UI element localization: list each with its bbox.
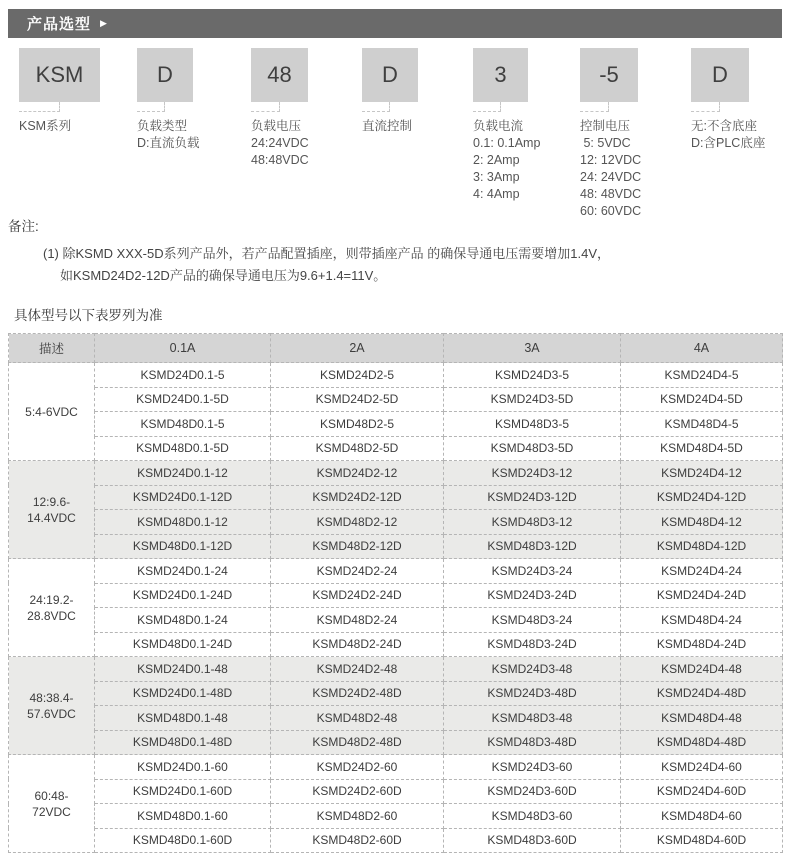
model-cell: KSMD24D4-5D bbox=[621, 387, 783, 412]
connector-line bbox=[473, 102, 501, 112]
model-cell: KSMD48D4-12D bbox=[621, 534, 783, 559]
model-cell: KSMD48D2-24D bbox=[271, 632, 444, 657]
connector-line bbox=[251, 102, 280, 112]
part-code-box: 3 bbox=[473, 48, 528, 102]
model-cell: KSMD24D0.1-5 bbox=[95, 363, 271, 388]
model-cell: KSMD24D2-60 bbox=[271, 755, 444, 780]
model-cell: KSMD48D2-12D bbox=[271, 534, 444, 559]
table-row bbox=[9, 387, 783, 412]
part-code-segment bbox=[19, 48, 100, 135]
segment-description-line: 48: 48VDC bbox=[580, 187, 642, 201]
part-code-segment bbox=[580, 48, 642, 220]
segment-description-line: 0.1: 0.1Amp bbox=[473, 136, 541, 150]
model-cell: KSMD24D3-48 bbox=[444, 657, 621, 682]
segment-description-line: 负载电压 bbox=[251, 119, 302, 133]
table-row bbox=[9, 828, 783, 853]
model-cell: KSMD48D3-48D bbox=[444, 730, 621, 755]
model-cell: KSMD48D0.1-48 bbox=[95, 706, 271, 731]
voltage-group-label bbox=[9, 559, 95, 657]
connector-line bbox=[137, 102, 165, 112]
model-cell: KSMD48D2-12 bbox=[271, 510, 444, 535]
segment-description-line: 控制电压 bbox=[580, 119, 631, 133]
segment-description-line: 4: 4Amp bbox=[473, 187, 520, 201]
voltage-group-label-line: 48:38.4- bbox=[29, 690, 74, 705]
model-cell: KSMD48D2-5D bbox=[271, 436, 444, 461]
voltage-group-label-line: 14.4VDC bbox=[27, 510, 76, 525]
segment-description-line: 24: 24VDC bbox=[580, 170, 642, 184]
model-cell: KSMD24D4-24D bbox=[621, 583, 783, 608]
table-row bbox=[9, 755, 783, 780]
connector-line bbox=[580, 102, 609, 112]
connector-line bbox=[19, 102, 60, 112]
voltage-group-label bbox=[9, 461, 95, 559]
part-code-box: D bbox=[137, 48, 193, 102]
segment-description-line: 2: 2Amp bbox=[473, 153, 520, 167]
model-cell: KSMD24D3-48D bbox=[444, 681, 621, 706]
model-cell: KSMD24D2-5 bbox=[271, 363, 444, 388]
table-row bbox=[9, 608, 783, 633]
page-title: 产品选型 bbox=[27, 16, 92, 33]
model-cell: KSMD48D3-24 bbox=[444, 608, 621, 633]
model-cell: KSMD24D0.1-24D bbox=[95, 583, 271, 608]
model-cell: KSMD24D4-12D bbox=[621, 485, 783, 510]
model-cell: KSMD48D3-12 bbox=[444, 510, 621, 535]
model-cell: KSMD24D4-12 bbox=[621, 461, 783, 486]
model-cell: KSMD24D3-5D bbox=[444, 387, 621, 412]
model-cell: KSMD48D4-24D bbox=[621, 632, 783, 657]
model-cell: KSMD24D2-24D bbox=[271, 583, 444, 608]
model-cell: KSMD48D0.1-60 bbox=[95, 804, 271, 829]
model-cell: KSMD48D0.1-5 bbox=[95, 412, 271, 437]
model-cell: KSMD48D4-48 bbox=[621, 706, 783, 731]
model-cell: KSMD48D4-60 bbox=[621, 804, 783, 829]
segment-description bbox=[691, 118, 790, 152]
model-cell: KSMD48D2-5 bbox=[271, 412, 444, 437]
model-cell: KSMD48D3-60 bbox=[444, 804, 621, 829]
connector-line bbox=[362, 102, 390, 112]
section-header bbox=[8, 9, 782, 38]
segment-description-line: 3: 3Amp bbox=[473, 170, 520, 184]
table-row bbox=[9, 632, 783, 657]
notes-label: 备注: bbox=[8, 219, 39, 234]
models-table bbox=[8, 333, 783, 853]
voltage-group-label-line: 24:19.2- bbox=[29, 592, 74, 607]
model-cell: KSMD48D0.1-60D bbox=[95, 828, 271, 853]
model-cell: KSMD48D4-24 bbox=[621, 608, 783, 633]
part-code-box: KSM bbox=[19, 48, 100, 102]
segment-description-line: 60: 60VDC bbox=[580, 204, 642, 218]
model-cell: KSMD48D0.1-48D bbox=[95, 730, 271, 755]
segment-description-line: D:直流负载 bbox=[137, 136, 200, 150]
model-cell: KSMD24D0.1-12D bbox=[95, 485, 271, 510]
table-row bbox=[9, 730, 783, 755]
model-cell: KSMD24D0.1-12 bbox=[95, 461, 271, 486]
voltage-group-label bbox=[9, 657, 95, 755]
model-cell: KSMD24D3-24D bbox=[444, 583, 621, 608]
voltage-group-label-line: 72VDC bbox=[32, 804, 71, 819]
model-cell: KSMD24D3-24 bbox=[444, 559, 621, 584]
part-code-box: -5 bbox=[580, 48, 638, 102]
model-cell: KSMD48D2-24 bbox=[271, 608, 444, 633]
model-cell: KSMD48D3-5D bbox=[444, 436, 621, 461]
note-continuation: 如KSMD24D2-12D产品的确保导通电压为9.6+1.4=11V。 bbox=[60, 268, 387, 283]
voltage-group-label bbox=[9, 363, 95, 461]
model-cell: KSMD24D2-5D bbox=[271, 387, 444, 412]
voltage-group-label-line: 5:4-6VDC bbox=[25, 404, 78, 419]
voltage-group-label-line: 60:48- bbox=[34, 788, 69, 803]
model-cell: KSMD24D0.1-24 bbox=[95, 559, 271, 584]
column-header: 描述 bbox=[9, 334, 95, 363]
part-code-box: D bbox=[691, 48, 749, 102]
model-cell: KSMD24D0.1-5D bbox=[95, 387, 271, 412]
table-row bbox=[9, 681, 783, 706]
model-cell: KSMD24D3-12D bbox=[444, 485, 621, 510]
part-code-segment bbox=[473, 48, 541, 203]
model-cell: KSMD24D2-48D bbox=[271, 681, 444, 706]
table-row bbox=[9, 363, 783, 388]
part-code-box: D bbox=[362, 48, 418, 102]
column-header: 4A bbox=[621, 334, 783, 363]
model-cell: KSMD48D3-5 bbox=[444, 412, 621, 437]
segment-description-line: KSM系列 bbox=[19, 119, 72, 133]
model-cell: KSMD24D3-12 bbox=[444, 461, 621, 486]
model-cell: KSMD48D0.1-24 bbox=[95, 608, 271, 633]
model-cell: KSMD48D2-60 bbox=[271, 804, 444, 829]
model-cell: KSMD24D0.1-60D bbox=[95, 779, 271, 804]
connector-line bbox=[691, 102, 720, 112]
model-cell: KSMD24D0.1-48 bbox=[95, 657, 271, 682]
model-cell: KSMD24D3-60 bbox=[444, 755, 621, 780]
model-cell: KSMD48D0.1-5D bbox=[95, 436, 271, 461]
model-cell: KSMD24D3-5 bbox=[444, 363, 621, 388]
model-cell: KSMD48D4-5D bbox=[621, 436, 783, 461]
model-cell: KSMD24D4-60 bbox=[621, 755, 783, 780]
voltage-group-label bbox=[9, 755, 95, 853]
part-code-segment bbox=[137, 48, 200, 152]
model-cell: KSMD48D4-60D bbox=[621, 828, 783, 853]
model-cell: KSMD24D4-48D bbox=[621, 681, 783, 706]
table-row bbox=[9, 412, 783, 437]
model-cell: KSMD48D0.1-12 bbox=[95, 510, 271, 535]
model-cell: KSMD48D4-48D bbox=[621, 730, 783, 755]
model-cell: KSMD48D3-48 bbox=[444, 706, 621, 731]
model-cell: KSMD24D4-48 bbox=[621, 657, 783, 682]
note-item: (1) 除KSMD XXX-5D系列产品外，若产品配置插座，则带插座产品 的确保导通电压需要增加1.4V， bbox=[43, 246, 610, 261]
table-row bbox=[9, 559, 783, 584]
table-row bbox=[9, 534, 783, 559]
model-cell: KSMD24D3-60D bbox=[444, 779, 621, 804]
voltage-group-label-line: 28.8VDC bbox=[27, 608, 76, 623]
model-cell: KSMD48D2-60D bbox=[271, 828, 444, 853]
segment-description-line: 12: 12VDC bbox=[580, 153, 642, 167]
segment-description-line: 无:不含底座 bbox=[691, 119, 757, 133]
table-row bbox=[9, 485, 783, 510]
model-cell: KSMD24D0.1-48D bbox=[95, 681, 271, 706]
table-row bbox=[9, 804, 783, 829]
model-cell: KSMD24D2-12 bbox=[271, 461, 444, 486]
model-cell: KSMD24D2-60D bbox=[271, 779, 444, 804]
model-cell: KSMD48D4-12 bbox=[621, 510, 783, 535]
segment-description-line: D:含PLC底座 bbox=[691, 136, 766, 150]
voltage-group-label-line: 12:9.6- bbox=[32, 494, 71, 509]
part-code-box: 48 bbox=[251, 48, 308, 102]
segment-description-line: 48:48VDC bbox=[251, 153, 309, 167]
table-row bbox=[9, 779, 783, 804]
segment-description-line: 5: 5VDC bbox=[580, 136, 631, 150]
segment-description-line: 24:24VDC bbox=[251, 136, 309, 150]
segment-description-line: 直流控制 bbox=[362, 119, 413, 133]
voltage-group-label-line: 57.6VDC bbox=[27, 706, 76, 721]
table-row bbox=[9, 706, 783, 731]
model-cell: KSMD48D4-5 bbox=[621, 412, 783, 437]
table-row bbox=[9, 657, 783, 682]
model-cell: KSMD48D3-24D bbox=[444, 632, 621, 657]
segment-description-line: 负载类型 bbox=[137, 119, 188, 133]
part-code-segment bbox=[362, 48, 418, 135]
model-cell: KSMD24D2-24 bbox=[271, 559, 444, 584]
model-cell: KSMD24D4-60D bbox=[621, 779, 783, 804]
model-cell: KSMD48D3-12D bbox=[444, 534, 621, 559]
table-row bbox=[9, 461, 783, 486]
column-header: 2A bbox=[271, 334, 444, 363]
table-caption: 具体型号以下表罗列为准 bbox=[14, 308, 163, 323]
model-cell: KSMD24D4-5 bbox=[621, 363, 783, 388]
model-cell: KSMD48D0.1-12D bbox=[95, 534, 271, 559]
part-code-segment bbox=[251, 48, 308, 169]
model-cell: KSMD48D0.1-24D bbox=[95, 632, 271, 657]
model-cell: KSMD24D4-24 bbox=[621, 559, 783, 584]
model-cell: KSMD24D2-48 bbox=[271, 657, 444, 682]
table-row bbox=[9, 436, 783, 461]
column-header: 3A bbox=[444, 334, 621, 363]
segment-description-line: 负载电流 bbox=[473, 119, 524, 133]
table-header-row bbox=[9, 334, 783, 363]
table-row bbox=[9, 583, 783, 608]
table-row bbox=[9, 510, 783, 535]
model-cell: KSMD48D2-48D bbox=[271, 730, 444, 755]
arrow-right-icon: ▶ bbox=[100, 18, 107, 28]
model-cell: KSMD48D3-60D bbox=[444, 828, 621, 853]
model-cell: KSMD48D2-48 bbox=[271, 706, 444, 731]
part-code-segment bbox=[691, 48, 766, 152]
model-cell: KSMD24D0.1-60 bbox=[95, 755, 271, 780]
model-cell: KSMD24D2-12D bbox=[271, 485, 444, 510]
column-header: 0.1A bbox=[95, 334, 271, 363]
